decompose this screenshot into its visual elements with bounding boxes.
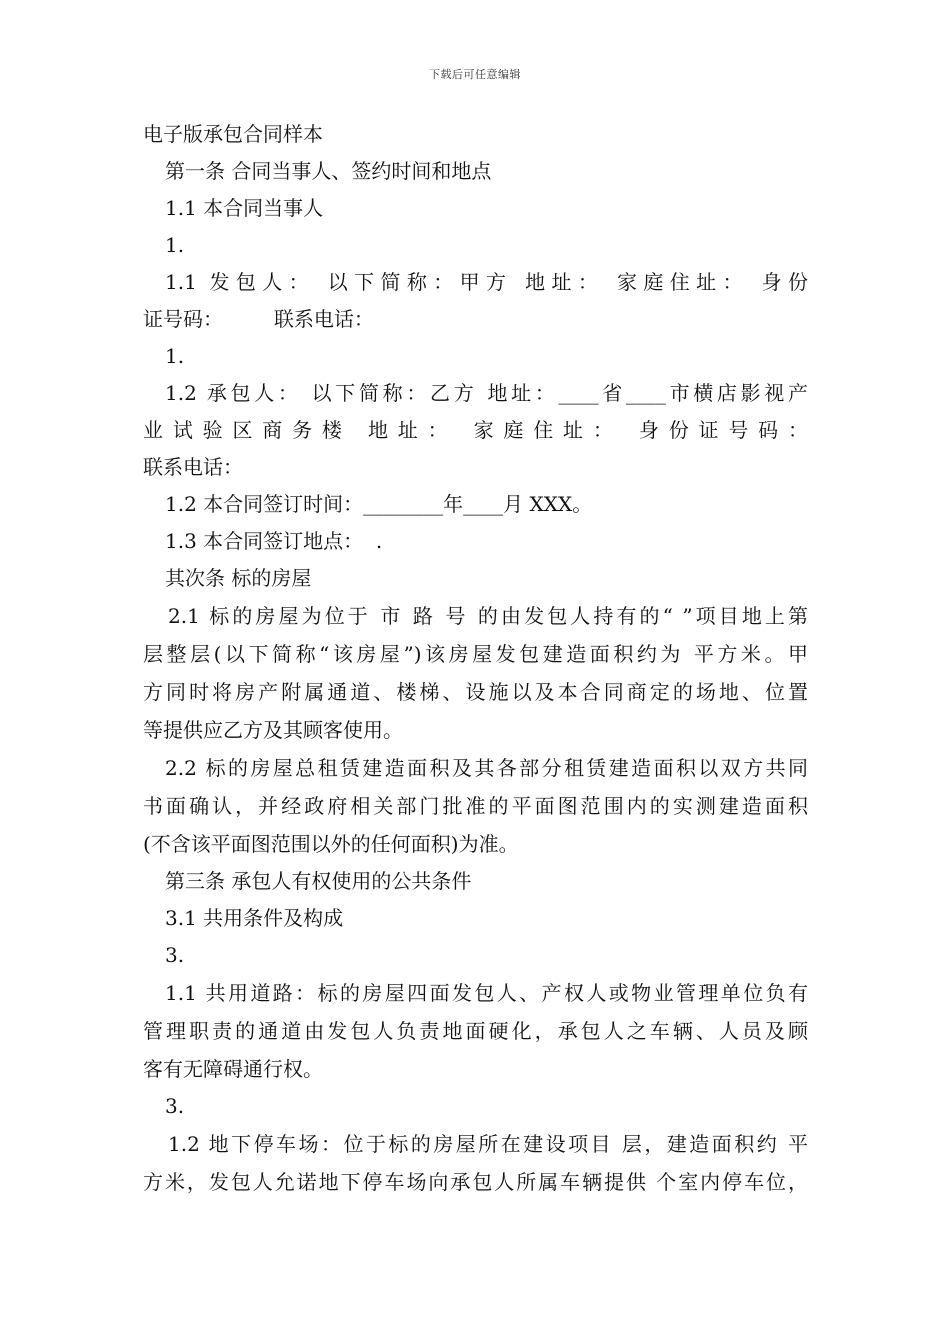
section-number: 1. <box>165 344 185 368</box>
paragraph-line: (不含该平面图范围以外的任何面积)为准。 <box>143 832 519 856</box>
article-2-heading: 其次条 标的房屋 <box>165 566 312 590</box>
section-number: 3. <box>165 943 185 967</box>
section-1-3-line: 1.3 本合同签订地点： . <box>165 529 383 553</box>
section-number: 3. <box>165 1094 185 1118</box>
section-1-1-heading: 1.1 本合同当事人 <box>165 196 324 220</box>
paragraph-line: 证号码： 联系电话： <box>143 307 374 331</box>
paragraph-line: 1.1 共用道路：标的房屋四面发包人、产权人或物业管理单位负有 <box>165 981 808 1005</box>
paragraph-line: 书面确认，并经政府相关部门批准的平面图范围内的实测建造面积 <box>143 794 808 818</box>
article-1-heading: 第一条 合同当事人、签约时间和地点 <box>165 159 492 183</box>
document-title: 电子版承包合同样本 <box>143 122 323 146</box>
paragraph-line: 2.2 标的房屋总租赁建造面积及其各部分租赁建造面积以双方共同 <box>165 756 808 780</box>
paragraph-line: 客有无障碍通行权。 <box>143 1057 323 1081</box>
document-body <box>143 116 808 1201</box>
section-3-1-heading: 3.1 共用条件及构成 <box>165 906 344 930</box>
section-1-2-line: 1.2 本合同签订时间：________年____月 XXX。 <box>165 492 593 516</box>
section-number: 1. <box>165 233 185 257</box>
paragraph-line: 1.2 地下停车场：位于标的房屋所在建设项目 层，建造面积约 平 <box>168 1132 808 1156</box>
paragraph-line: 管理职责的通道由发包人负责地面硬化，承包人之车辆、人员及顾 <box>143 1019 808 1043</box>
paragraph-line: 方同时将房产附属通道、楼梯、设施以及本合同商定的场地、位置 <box>143 680 808 704</box>
paragraph-line: 2.1 标的房屋为位于 市 路 号 的由发包人持有的“ ”项目地上第 <box>168 604 808 628</box>
paragraph-line: 层整层(以下简称“该房屋”)该房屋发包建造面积约为 平方米。甲 <box>143 642 808 666</box>
paragraph-line: 1.1 发包人： 以下简称：甲方 地址： 家庭住址： 身份 <box>165 270 808 294</box>
paragraph-line: 联系电话： <box>143 455 243 479</box>
article-3-heading: 第三条 承包人有权使用的公共条件 <box>165 869 472 893</box>
page-header-note: 下载后可任意编辑 <box>429 68 521 81</box>
paragraph-line: 业试验区商务楼 地址： 家庭住址： 身份证号码： <box>143 418 808 442</box>
paragraph-line: 等提供应乙方及其顾客使用。 <box>143 718 403 742</box>
paragraph-line: 方米，发包人允诺地下停车场向承包人所属车辆提供 个室内停车位， <box>143 1170 808 1194</box>
paragraph-line: 1.2 承包人： 以下简称：乙方 地址：____省____市横店影视产 <box>165 381 808 405</box>
